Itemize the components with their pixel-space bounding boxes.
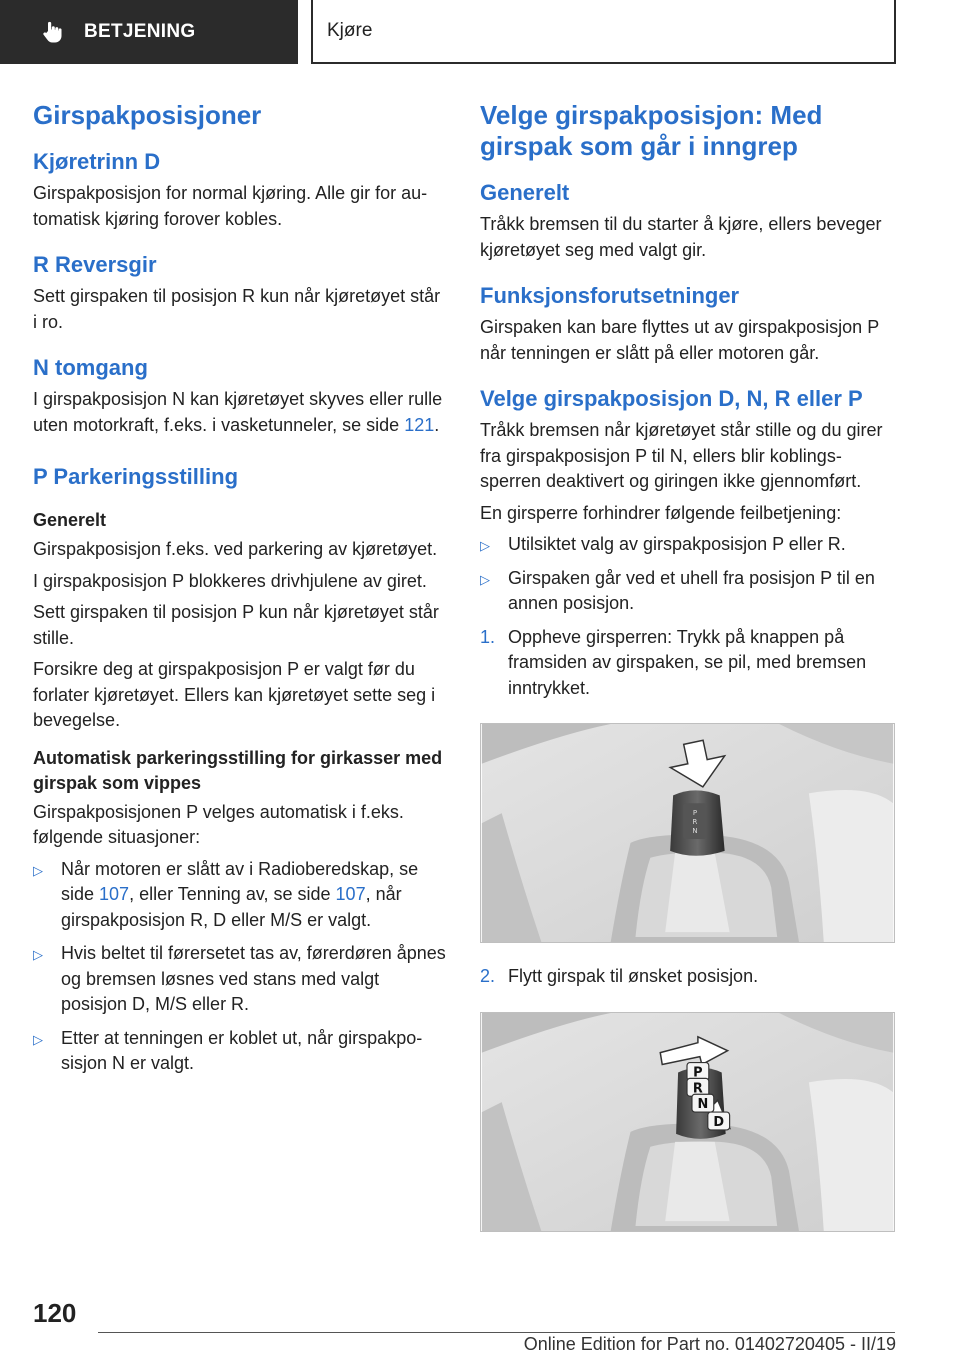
step-list-2 (480, 964, 895, 990)
gear-label-p: P (693, 1064, 703, 1080)
neutral-heading: N tomgang (33, 355, 148, 380)
triangle-bullet-icon: ▷ (33, 862, 43, 878)
step-number: 1. (480, 626, 496, 647)
step-number: 2. (480, 966, 496, 986)
triangle-bullet-icon: ▷ (480, 538, 490, 553)
park-text-3: Sett girspaken til posisjon P kun når kjøretøyet står stille. (33, 602, 439, 648)
park-text-2: I girspakposisjon P blokkeres drivhjulene av giret. (33, 570, 427, 591)
list-item: ▷ Etter at tenningen er koblet ut, når girspakposisjon N er valgt. (33, 1027, 423, 1073)
park-general-heading: Generelt (33, 510, 107, 530)
neutral-text: I girspakposisjon N kan kjøretøyet skyves eller rulle uten motorkraft, f.eks. i vasketunneler, se side 121. (33, 389, 443, 435)
prereq-heading: Funksjonsforutsetninger (480, 283, 740, 308)
step-item: 2. Flytt girspak til ønsket posisjon. (480, 964, 895, 990)
list-item: ▷ Utilsiktet valg av girspakposisjon P eller R. (480, 532, 895, 558)
right-column (480, 100, 895, 1253)
select-text-2: En girsperre forhindrer følgende feilbetjening: (480, 502, 842, 523)
gear-label-r: R (692, 1080, 703, 1096)
footer-divider (98, 1332, 895, 1333)
gear-selector-figure-1 (480, 723, 895, 943)
page-link-121[interactable]: 121 (404, 414, 435, 435)
drive-text: Girspakposisjon for normal kjøring. Alle gir for automatisk kjøring forover kobles. (33, 183, 428, 229)
list-item: ▷ Når motoren er slått av i Radioberedskap, se side 107, eller Tenning av, se side 107, når girspakposisjon R, D eller M/S er valgt. (33, 858, 419, 930)
drive-heading: Kjøretrinn D (33, 149, 161, 174)
page-number: 120 (33, 1298, 77, 1328)
step-item: 1. Oppheve girsperren: Trykk på knappen på framsiden av girspaken, se pil, med bremsen inntrykket. (480, 626, 867, 698)
gear-label-n: N (697, 1096, 709, 1112)
park-text-1: Girspakposisjon f.eks. ved parkering av kjøretøyet. (33, 539, 438, 559)
park-text-4: Forsikre deg at girspakposisjon P er valgt før du forlater kjøretøyet. Ellers kan kjøretøyet sette seg i bevegelse. (33, 659, 436, 730)
gear-label-d: D (713, 1114, 725, 1130)
hand-pointer-icon (40, 20, 64, 44)
reverse-heading: R Reversgir (33, 252, 157, 277)
page-link-107[interactable]: 107 (335, 884, 366, 904)
prereq-text: Girspaken kan bare flyttes ut av girspakposisjon P når tenningen er slått på eller motoren går. (480, 317, 879, 363)
triangle-bullet-icon: ▷ (33, 947, 43, 962)
triangle-bullet-icon: ▷ (480, 571, 490, 587)
section-tab (0, 0, 298, 64)
svg-text:R: R (692, 818, 698, 827)
step-list-1 (480, 625, 895, 702)
section-label: BETJENING (84, 21, 196, 42)
page-link-107[interactable]: 107 (99, 884, 130, 904)
svg-text:P: P (692, 809, 698, 818)
list-item: ▷ Girspaken går ved et uhell fra posisjon P til en annen posisjon. (480, 567, 875, 613)
auto-park-text: Girspakposisjonen P velges automatisk i f.eks. følgende situasjoner: (33, 801, 404, 847)
left-column (33, 100, 448, 1085)
general-heading: Generelt (480, 180, 570, 205)
left-title: Girspakposisjoner (33, 100, 262, 130)
select-text-1: Tråkk bremsen når kjøretøyet står stille og du girer fra girspakposisjon P til N, ellers blir koblingssperren deaktivert og giringen ikke gjennomført. (480, 420, 883, 491)
park-heading: P Parkeringsstilling (33, 464, 239, 489)
select-heading: Velge girspakposisjon D, N, R eller P (480, 386, 863, 411)
gear-selector-figure-2 (480, 1012, 895, 1232)
general-text: Tråkk bremsen til du starter å kjøre, ellers beveger kjøretøyet seg med valgt gir. (480, 214, 882, 260)
auto-park-heading: Automatisk parkeringsstilling for girkasser med girspak som vippes (33, 747, 443, 793)
triangle-bullet-icon: ▷ (33, 1031, 43, 1047)
reverse-text: Sett girspaken til posisjon R kun når kjøretøyet står i ro. (33, 286, 441, 332)
chapter-tab (311, 0, 896, 64)
svg-text:N: N (692, 827, 698, 835)
auto-park-list (33, 857, 448, 1077)
right-title: Velge girspakposisjon: Med girspak som går i inngrep (480, 100, 823, 161)
list-item: ▷ Hvis beltet til førersetet tas av, førerdøren åpnes og bremsen løsnes ved stans med valgt posisjon D, M/S eller R. (33, 943, 446, 1014)
chapter-label: Kjøre (327, 20, 373, 41)
interlock-list (480, 532, 895, 617)
edition-label: Online Edition for Part no. 01402720405 - II/19 (523, 1334, 896, 1354)
